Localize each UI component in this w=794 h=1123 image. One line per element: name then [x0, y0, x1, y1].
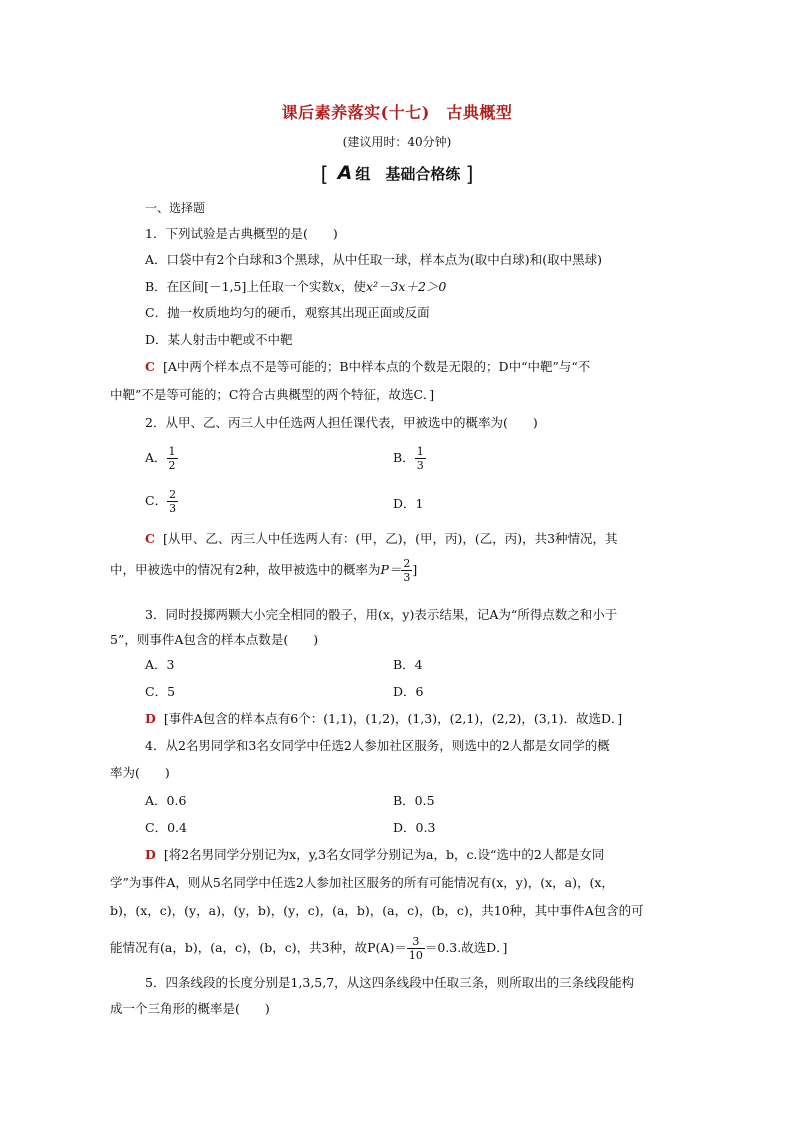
q4-exp4-post: ＝0.3.故选D．]	[424, 940, 508, 955]
q1-option-a: A．口袋中有2个白球和3个黑球，从中任取一球，样本点为(取中白球)和(取中黑球)	[145, 252, 602, 267]
q1-exp-line1: [A中两个样本点不是等可能的；B中样本点的个数是无限的；D中“中靶”与“不	[162, 359, 591, 374]
q2-option-c	[145, 488, 178, 515]
section-heading: 一、选择题	[145, 201, 206, 215]
q1-exp-line2: 中靶”不是等可能的；C符合古典概型的两个特征，故选C．]	[110, 387, 435, 402]
q2-exp2-num: 2	[403, 557, 411, 570]
q3-explanation	[145, 710, 622, 728]
q1-option-b-var: x	[333, 279, 341, 294]
q1-option-b-mid: ，使	[340, 279, 366, 294]
q1-explanation	[145, 358, 590, 376]
q2-exp2-den: 3	[403, 571, 411, 584]
q2-a-frac	[167, 445, 178, 472]
q2-c-label: C．	[145, 493, 168, 508]
q1-option-b	[145, 278, 446, 296]
bracket-left: [	[320, 162, 329, 186]
group-heading	[0, 162, 794, 186]
q3-stem2: 5”，则事件A包含的样本点数是( )	[110, 632, 319, 647]
q3-stem1: 3．同时投掷两颗大小完全相同的骰子，用(x，y)表示结果，记A为“所得点数之和小于	[145, 607, 618, 622]
q4-exp-line3: b)，(x，c)，(y，a)，(y，b)，(y，c)，(a，b)，(a，c)，(b，c)，共10种，其中事件A包含的可	[110, 903, 644, 918]
q4-exp4-den: 10	[408, 949, 423, 962]
q2-a-den: 2	[168, 459, 176, 472]
q4-option-a: A．0.6	[145, 793, 187, 808]
q2-answer: C	[145, 531, 155, 546]
group-letter: A	[337, 162, 353, 184]
q3-option-d: D．6	[393, 684, 424, 699]
q4-option-b: B．0.5	[393, 793, 435, 808]
q1-option-b-text: B．在区间[－1,5]上任取一个实数	[145, 279, 334, 294]
q4-stem1: 4．从2名男同学和3名女同学中任选2人参加社区服务，则选中的2人都是女同学的概	[145, 738, 610, 753]
q4-explanation	[145, 846, 604, 864]
q1-stem: 1．下列试验是古典概型的是( )	[145, 226, 338, 241]
q4-option-c: C．0.4	[145, 820, 187, 835]
q2-b-frac	[415, 445, 426, 472]
q2-b-den: 3	[416, 459, 424, 472]
q2-option-a	[145, 445, 178, 472]
q4-exp4-num: 3	[407, 935, 425, 949]
q3-answer: D	[145, 711, 156, 726]
q3-exp-text: [事件A包含的样本点有6个：(1,1)，(1,2)，(1,3)，(2,1)，(2,2)，(3,1)．故选D．]	[163, 711, 623, 726]
q1-answer: C	[145, 359, 155, 374]
q3-option-b: B．4	[393, 657, 423, 672]
bracket-right: ]	[465, 162, 474, 186]
q2-exp2-p: P＝	[380, 562, 402, 577]
q1-option-c: C．抛一枚质地均匀的硬币，观察其出现正面或反面	[145, 305, 430, 320]
suggested-time: (建议用时：40分钟)	[342, 135, 452, 149]
q2-explanation	[145, 530, 618, 548]
q1-option-d: D．某人射击中靶或不中靶	[145, 332, 293, 347]
q4-exp-line1: [将2名男同学分别记为x，y,3名女同学分别记为a，b，c.设“选中的2人都是女同	[163, 847, 605, 862]
q5-stem2: 成一个三角形的概率是( )	[110, 1001, 270, 1016]
q2-a-label: A．	[145, 450, 167, 465]
q2-option-b	[393, 445, 426, 472]
q4-answer: D	[145, 847, 156, 862]
q2-exp2-text: 中，甲被选中的情况有2种，故甲被选中的概率为	[110, 562, 381, 577]
q2-c-frac	[167, 488, 178, 515]
q5-stem1: 5．四条线段的长度分别是1,3,5,7，从这四条线段中任取三条，则所取出的三条线段能构	[145, 975, 635, 990]
q2-exp-line1: [从甲、乙、丙三人中任选两人有：(甲，乙)，(甲，丙)，(乙，丙)，共3种情况，其	[162, 531, 618, 546]
q4-exp-line4	[110, 935, 507, 962]
q2-exp-line2	[110, 557, 417, 584]
group-label: 组 基础合格练	[355, 165, 461, 183]
q2-c-den: 3	[169, 502, 177, 515]
q2-a-num: 1	[168, 445, 176, 458]
q2-option-d: D．1	[393, 496, 424, 511]
q4-exp4-frac	[407, 935, 425, 962]
page-title: 课后素养落实(十七) 古典概型	[281, 103, 513, 122]
q2-b-num: 1	[416, 445, 424, 458]
q2-c-num: 2	[169, 488, 177, 501]
q2-stem: 2．从甲、乙、丙三人中任选两人担任课代表，甲被选中的概率为( )	[145, 415, 538, 430]
q4-exp4-text: 能情况有(a，b)，(a，c)，(b，c)，共3种，故P(A)＝	[110, 940, 407, 955]
q1-option-b-expr: x²－3x＋2＞0	[365, 279, 447, 294]
q2-exp2-post: ]	[412, 562, 418, 577]
q4-option-d: D．0.3	[393, 820, 436, 835]
q2-exp2-frac	[401, 557, 412, 584]
q4-exp-line2: 学”为事件A，则从5名同学中任选2人参加社区服务的所有可能情况有(x，y)，(x，a)，(x，	[110, 875, 614, 890]
q4-stem2: 率为( )	[110, 765, 170, 780]
q3-option-c: C．5	[145, 684, 176, 699]
q3-option-a: A．3	[145, 657, 175, 672]
q2-b-label: B．	[393, 450, 415, 465]
